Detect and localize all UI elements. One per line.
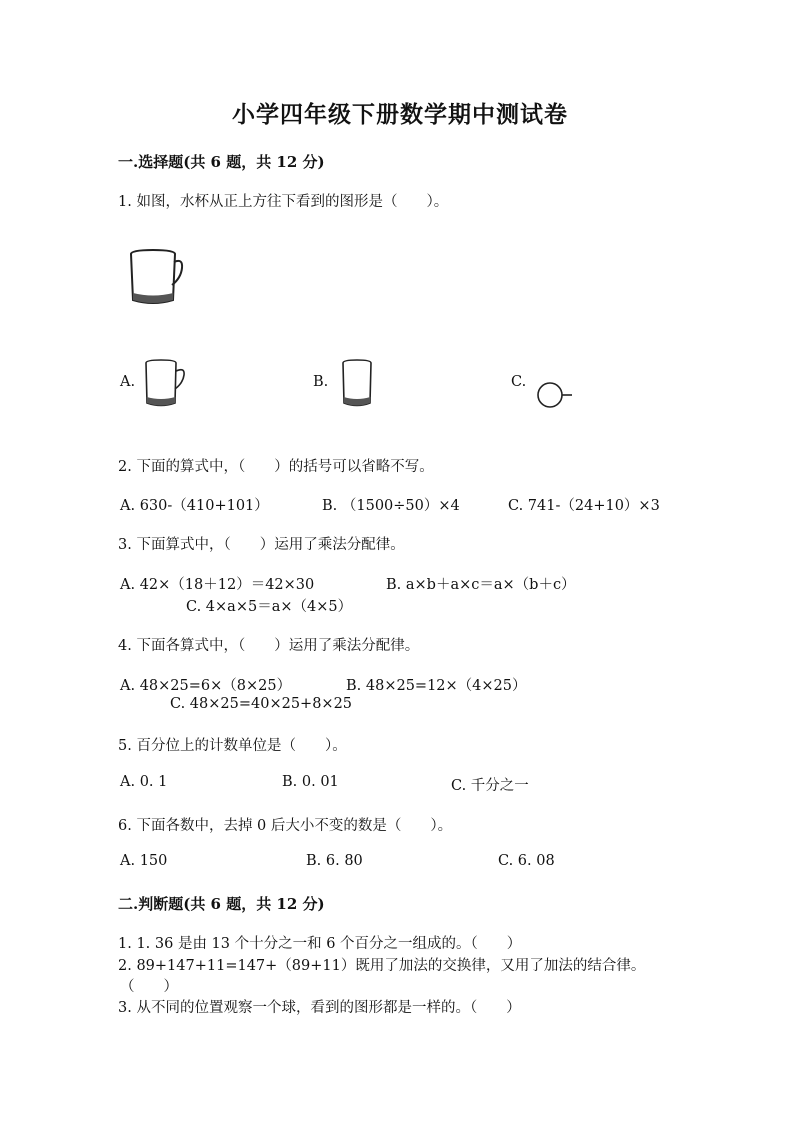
judgement-3: 3. 从不同的位置观察一个球，看到的图形都是一样的。（ ） xyxy=(118,1000,521,1016)
section-1-heading: 一.选择题(共 6 题，共 12 分) xyxy=(118,153,325,171)
q3-option-b: B. a×b＋a×c＝a×（b＋c） xyxy=(386,577,576,593)
page-title: 小学四年级下册数学期中测试卷 xyxy=(232,101,568,128)
q3-option-a: A. 42×（18＋12）＝42×30 xyxy=(120,577,315,593)
q4-option-a: A. 48×25=6×（8×25） xyxy=(120,678,292,694)
q1-option-b-label: B. xyxy=(313,374,329,390)
question-5: 5. 百分位上的计数单位是（ ）。 xyxy=(118,738,347,754)
question-6: 6. 下面各数中，去掉 0 后大小不变的数是（ ）。 xyxy=(118,818,453,834)
q1-option-a-label: A. xyxy=(120,374,136,390)
q6-option-c: C. 6. 08 xyxy=(498,853,555,869)
section-2-heading: 二.判断题(共 6 题，共 12 分) xyxy=(118,895,325,913)
cylinder-cup-icon xyxy=(340,359,376,409)
q4-option-b: B. 48×25=12×（4×25） xyxy=(346,678,527,694)
question-2: 2. 下面的算式中，（ ）的括号可以省略不写。 xyxy=(118,459,434,475)
q5-option-b: B. 0. 01 xyxy=(282,774,339,790)
question-3: 3. 下面算式中，（ ）运用了乘法分配律。 xyxy=(118,537,405,553)
q2-option-a: A. 630-（410+101） xyxy=(120,498,269,514)
mug-icon xyxy=(126,248,186,308)
question-4: 4. 下面各算式中，（ ）运用了乘法分配律。 xyxy=(118,638,420,654)
q3-option-c: C. 4×a×5＝a×（4×5） xyxy=(186,599,353,615)
q5-option-c: C. 千分之一 xyxy=(451,778,529,794)
judgement-1: 1. 1. 36 是由 13 个十分之一和 6 个百分之一组成的。（ ） xyxy=(118,936,522,952)
q2-option-c: C. 741-（24+10）×3 xyxy=(508,498,660,514)
q6-option-a: A. 150 xyxy=(120,853,168,869)
question-1: 1. 如图，水杯从正上方往下看到的图形是（ ）。 xyxy=(118,194,449,210)
q5-option-a: A. 0. 1 xyxy=(120,774,168,790)
circle-with-handle-icon xyxy=(536,381,576,409)
judgement-2: 2. 89+147+11=147+（89+11）既用了加法的交换律，又用了加法的结合律。 xyxy=(118,958,646,974)
q6-option-b: B. 6. 80 xyxy=(306,853,363,869)
q1-option-c-label: C. xyxy=(511,374,527,390)
judgement-2-brackets: （ ） xyxy=(120,979,178,995)
mug-side-icon xyxy=(143,359,189,409)
q2-option-b: B. （1500÷50）×4 xyxy=(322,498,460,514)
q4-option-c: C. 48×25=40×25+8×25 xyxy=(170,696,353,712)
